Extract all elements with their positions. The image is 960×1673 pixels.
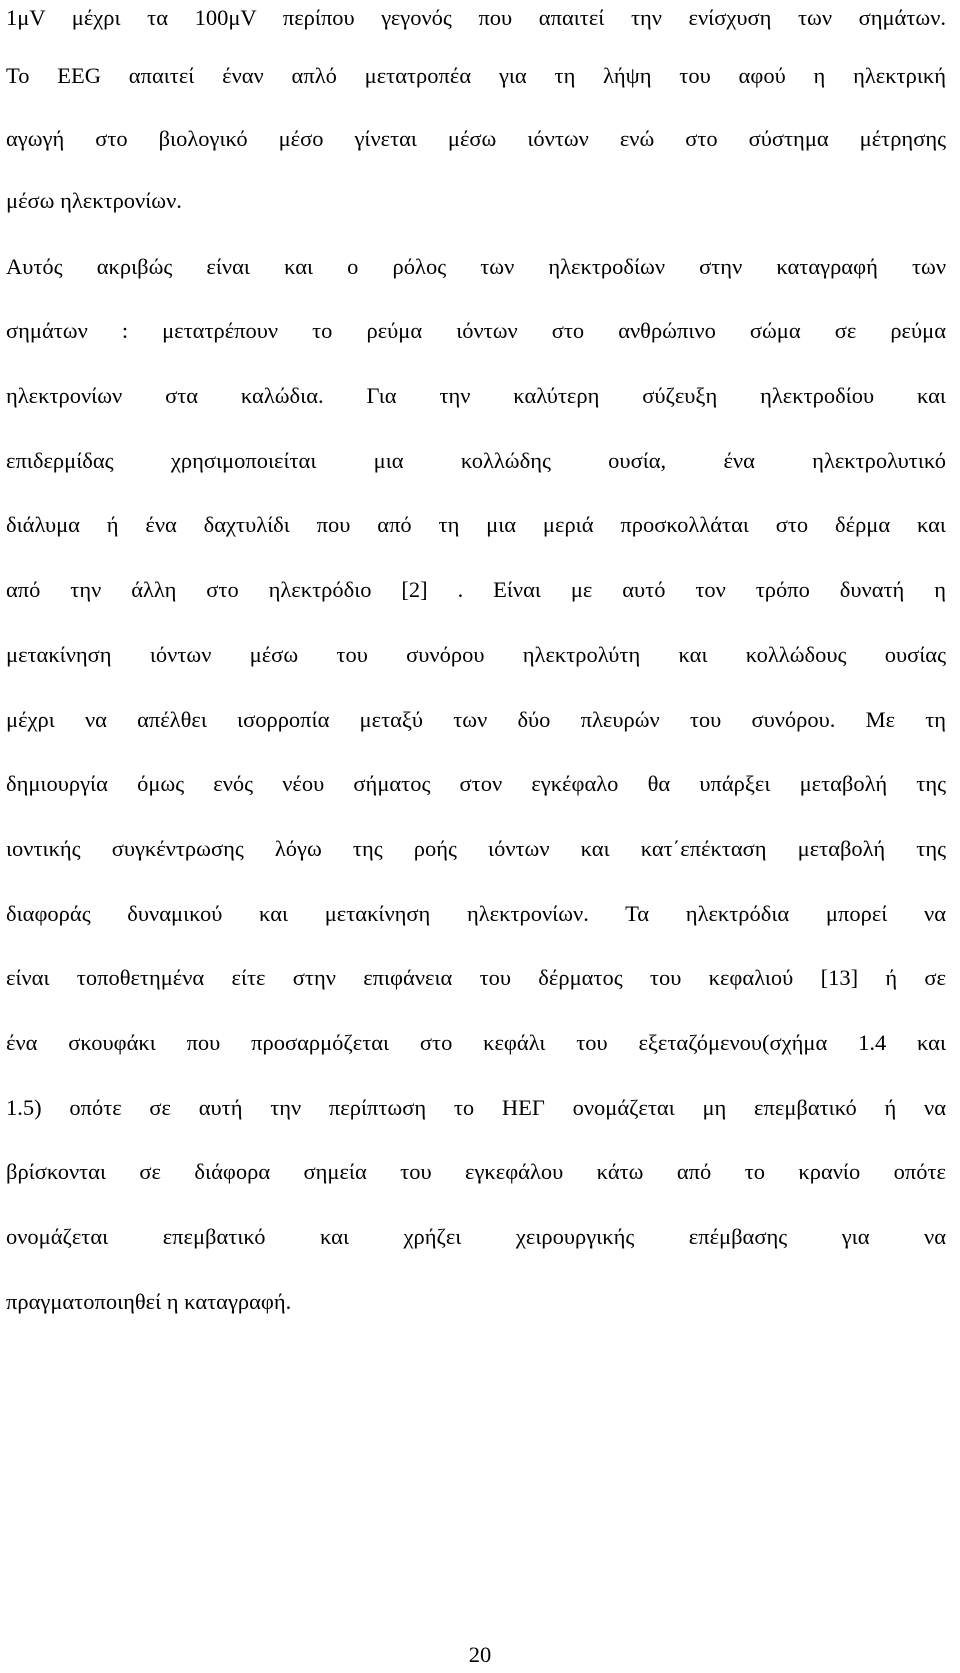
text-line: διάλυμα ή ένα δαχτυλίδι που από τη μια μεριά προσκολλάται στο δέρμα και [6, 512, 946, 537]
text-line: μέσω ηλεκτρονίων. [6, 188, 182, 213]
text-line: ιοντικής συγκέντρωσης λόγω της ροής ιόντων και κατ΄επέκταση μεταβολή της [6, 836, 946, 861]
text-line: από την άλλη στο ηλεκτρόδιο [2] . Είναι με αυτό τον τρόπο δυνατή η [6, 577, 946, 602]
text-line: Αυτός ακριβώς είναι και ο ρόλος των ηλεκτροδίων στην καταγραφή των [6, 254, 946, 279]
text-line: 1μV μέχρι τα 100μV περίπου γεγονός που απαιτεί την ενίσχυση των σημάτων. [6, 5, 946, 30]
text-line: ένα σκουφάκι που προσαρμόζεται στο κεφάλι του εξεταζόμενου(σχήμα 1.4 και [6, 1030, 946, 1055]
text-line: διαφοράς δυναμικού και μετακίνηση ηλεκτρονίων. Τα ηλεκτρόδια μπορεί να [6, 901, 946, 926]
text-line: Το EEG απαιτεί έναν απλό μετατροπέα για τη λήψη του αφού η ηλεκτρική [6, 63, 946, 88]
text-line: επιδερμίδας χρησιμοποιείται μια κολλώδης ουσία, ένα ηλεκτρολυτικό [6, 448, 946, 473]
text-line: μέχρι να απέλθει ισορροπία μεταξύ των δύο πλευρών του συνόρου. Με τη [6, 707, 946, 732]
text-line: μετακίνηση ιόντων μέσω του συνόρου ηλεκτρολύτη και κολλώδους ουσίας [6, 642, 946, 667]
text-line: βρίσκονται σε διάφορα σημεία του εγκεφάλου κάτω από το κρανίο οπότε [6, 1159, 946, 1184]
page-number: 20 [468, 1642, 492, 1667]
text-line: ηλεκτρονίων στα καλώδια. Για την καλύτερη σύζευξη ηλεκτροδίου και [6, 383, 946, 408]
text-line: αγωγή στο βιολογικό μέσο γίνεται μέσω ιόντων ενώ στο σύστημα μέτρησης [6, 126, 946, 151]
text-line: ονομάζεται επεμβατικό και χρήζει χειρουργικής επέμβασης για να [6, 1224, 946, 1249]
text-line: πραγματοποιηθεί η καταγραφή. [6, 1289, 292, 1314]
text-line: δημιουργία όμως ενός νέου σήματος στον εγκέφαλο θα υπάρξει μεταβολή της [6, 771, 946, 796]
text-line: σημάτων : μετατρέπουν το ρεύμα ιόντων στο ανθρώπινο σώμα σε ρεύμα [6, 318, 946, 343]
text-line: 1.5) οπότε σε αυτή την περίπτωση το ΗΕΓ ονομάζεται μη επεμβατικό ή να [6, 1095, 946, 1120]
text-line: είναι τοποθετημένα είτε στην επιφάνεια του δέρματος του κεφαλιού [13] ή σε [6, 965, 946, 990]
